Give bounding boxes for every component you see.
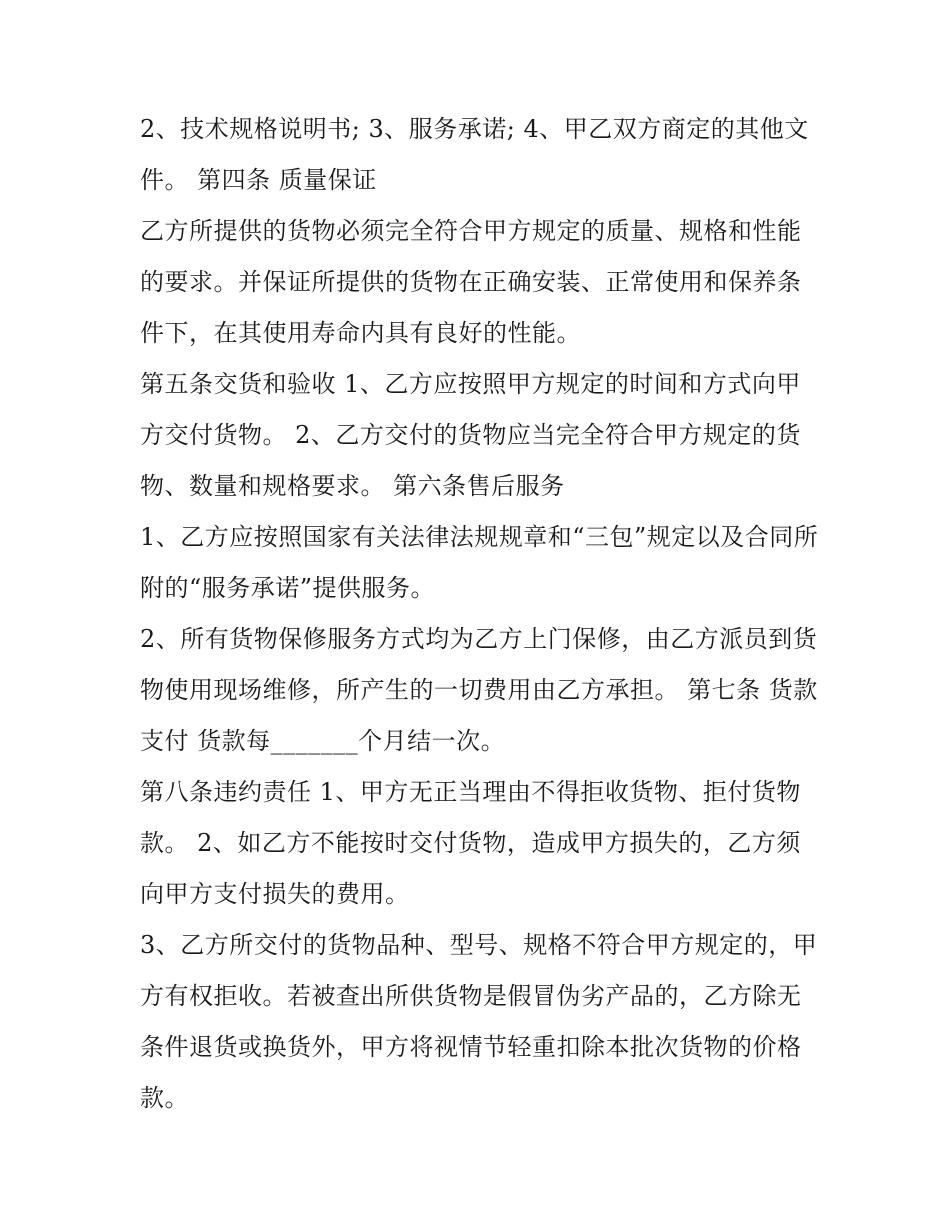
paragraph-quality-guarantee: 乙方所提供的货物必须完全符合甲方规定的质量、规格和性能的要求。并保证所提供的货物在正确安装、正常使用和保养条件下，在其使用寿命内具有良好的性能。 <box>140 217 802 347</box>
paragraph-liability: 第八条违约责任 1、甲方无正当理由不得拒收货物、拒付货物款。 2、如乙方不能按时交付货物，造成甲方损失的，乙方须向甲方支付损失的费用。 <box>140 778 801 908</box>
paragraph-liability-3: 3、乙方所交付的货物品种、型号、规格不符合甲方规定的，甲方有权拒收。若被查出所供货物是假冒伪劣产品的，乙方除无条件退货或换货外，甲方将视情节轻重扣除本批次货物的价格款。 <box>140 931 818 1112</box>
paragraph-after-sales-2: 2、所有货物保修服务方式均为乙方上门保修，由乙方派员到货物使用现场维修，所产生的一切费用由乙方承担。 第七条 货款支付 货款每_______个月结一次。 <box>140 625 818 755</box>
paragraph-after-sales-1: 1、乙方应按照国家有关法律法规规章和“三包”规定以及合同所附的“服务承诺”提供服务。 <box>140 523 819 602</box>
paragraph-delivery-acceptance: 第五条交货和验收 1、乙方应按照甲方规定的时间和方式向甲方交付货物。 2、乙方交付的货物应当完全符合甲方规定的货物、数量和规格要求。 第六条售后服务 <box>140 370 801 500</box>
document-body <box>140 104 820 1124</box>
paragraph-contract-documents: 2、技术规格说明书; 3、服务承诺; 4、甲乙双方商定的其他文件。 第四条 质量保证 <box>140 115 809 194</box>
